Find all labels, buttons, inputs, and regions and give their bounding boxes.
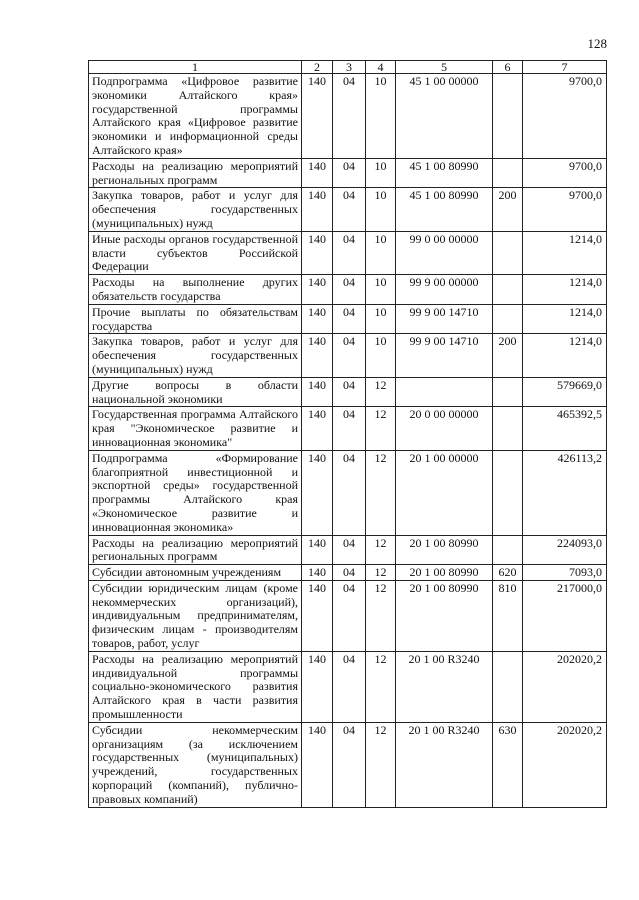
- row-code-6-cell: 200: [493, 188, 523, 231]
- row-code-2-cell: 140: [302, 407, 333, 450]
- row-name-cell: Расходы на реализацию мероприятий региональных программ: [89, 535, 302, 565]
- row-code-5-cell: 45 1 00 00000: [396, 74, 493, 159]
- row-code-2-cell: 140: [302, 651, 333, 722]
- row-code-3-cell: 04: [333, 231, 366, 274]
- row-code-3-cell: 04: [333, 651, 366, 722]
- col-header-1: 1: [89, 61, 302, 74]
- row-code-6-cell: [493, 450, 523, 535]
- row-code-3-cell: 04: [333, 535, 366, 565]
- table-row: [89, 188, 607, 231]
- table-row: [89, 377, 607, 407]
- col-header-3: 3: [333, 61, 366, 74]
- row-code-4-cell: 12: [366, 450, 396, 535]
- row-code-4-cell: 10: [366, 275, 396, 305]
- row-code-2-cell: 140: [302, 565, 333, 581]
- row-code-6-cell: [493, 275, 523, 305]
- row-code-4-cell: 10: [366, 188, 396, 231]
- row-name-cell: Субсидии некоммерческим организациям (за исключением государственных (муниципальных) учреждений, государственных корпораций (компаний), публично-правовых компаний): [89, 722, 302, 807]
- row-code-3-cell: 04: [333, 565, 366, 581]
- table-row: [89, 450, 607, 535]
- budget-table: [88, 60, 607, 808]
- row-name-cell: Расходы на реализацию мероприятий региональных программ: [89, 158, 302, 188]
- row-code-5-cell: 99 0 00 00000: [396, 231, 493, 274]
- row-code-6-cell: [493, 74, 523, 159]
- row-code-2-cell: 140: [302, 275, 333, 305]
- row-code-5-cell: 20 0 00 00000: [396, 407, 493, 450]
- row-code-2-cell: 140: [302, 580, 333, 651]
- header-row: [89, 61, 607, 74]
- row-code-4-cell: 12: [366, 407, 396, 450]
- table-row: [89, 580, 607, 651]
- row-amount-cell: 202020,2: [523, 651, 607, 722]
- row-code-4-cell: 12: [366, 651, 396, 722]
- row-code-5-cell: 99 9 00 14710: [396, 304, 493, 334]
- row-amount-cell: 579669,0: [523, 377, 607, 407]
- row-code-6-cell: [493, 158, 523, 188]
- row-code-3-cell: 04: [333, 304, 366, 334]
- row-code-3-cell: 04: [333, 377, 366, 407]
- row-name-cell: Закупка товаров, работ и услуг для обеспечения государственных (муниципальных) нужд: [89, 188, 302, 231]
- table-row: [89, 304, 607, 334]
- row-code-2-cell: 140: [302, 377, 333, 407]
- row-code-2-cell: 140: [302, 74, 333, 159]
- row-code-4-cell: 10: [366, 158, 396, 188]
- row-code-2-cell: 140: [302, 231, 333, 274]
- table-row: [89, 565, 607, 581]
- row-amount-cell: 7093,0: [523, 565, 607, 581]
- col-header-4: 4: [366, 61, 396, 74]
- row-code-6-cell: [493, 231, 523, 274]
- row-name-cell: Иные расходы органов государственной власти субъектов Российской Федерации: [89, 231, 302, 274]
- row-code-5-cell: 20 1 00 00000: [396, 450, 493, 535]
- table-row: [89, 275, 607, 305]
- row-amount-cell: 1214,0: [523, 275, 607, 305]
- row-code-2-cell: 140: [302, 722, 333, 807]
- row-amount-cell: 1214,0: [523, 231, 607, 274]
- row-code-4-cell: 12: [366, 565, 396, 581]
- row-name-cell: Прочие выплаты по обязательствам государства: [89, 304, 302, 334]
- col-header-7: 7: [523, 61, 607, 74]
- table-row: [89, 158, 607, 188]
- table-row: [89, 722, 607, 807]
- row-name-cell: Субсидии автономным учреждениям: [89, 565, 302, 581]
- row-code-5-cell: 99 9 00 00000: [396, 275, 493, 305]
- page-number: 128: [587, 36, 607, 51]
- row-code-6-cell: [493, 651, 523, 722]
- table-row: [89, 74, 607, 159]
- row-name-cell: Расходы на реализацию мероприятий индивидуальной программы социально-экономического развития Алтайского края в части развития промышленности: [89, 651, 302, 722]
- row-amount-cell: 9700,0: [523, 188, 607, 231]
- row-code-2-cell: 140: [302, 450, 333, 535]
- row-amount-cell: 9700,0: [523, 74, 607, 159]
- row-code-6-cell: 630: [493, 722, 523, 807]
- row-code-3-cell: 04: [333, 450, 366, 535]
- row-code-4-cell: 10: [366, 334, 396, 377]
- row-code-3-cell: 04: [333, 580, 366, 651]
- row-code-3-cell: 04: [333, 334, 366, 377]
- row-code-4-cell: 12: [366, 377, 396, 407]
- table-row: [89, 535, 607, 565]
- row-code-2-cell: 140: [302, 334, 333, 377]
- row-name-cell: Подпрограмма «Формирование благоприятной инвестиционной и экспортной среды» государственной программы Алтайского края «Экономическое развитие и инновационная экономика»: [89, 450, 302, 535]
- row-amount-cell: 1214,0: [523, 334, 607, 377]
- row-code-5-cell: 99 9 00 14710: [396, 334, 493, 377]
- table-row: [89, 334, 607, 377]
- table-body: [89, 74, 607, 808]
- row-code-5-cell: 20 1 00 80990: [396, 565, 493, 581]
- row-code-6-cell: [493, 535, 523, 565]
- row-name-cell: Государственная программа Алтайского края "Экономическое развитие и инновационная экономика": [89, 407, 302, 450]
- row-code-4-cell: 10: [366, 74, 396, 159]
- table-row: [89, 407, 607, 450]
- row-code-5-cell: [396, 377, 493, 407]
- row-code-4-cell: 10: [366, 304, 396, 334]
- row-code-5-cell: 20 1 00 R3240: [396, 722, 493, 807]
- row-code-3-cell: 04: [333, 407, 366, 450]
- col-header-5: 5: [396, 61, 493, 74]
- row-code-2-cell: 140: [302, 188, 333, 231]
- row-name-cell: Закупка товаров, работ и услуг для обеспечения государственных (муниципальных) нужд: [89, 334, 302, 377]
- row-name-cell: Расходы на выполнение других обязательств государства: [89, 275, 302, 305]
- row-code-3-cell: 04: [333, 275, 366, 305]
- row-code-3-cell: 04: [333, 74, 366, 159]
- row-amount-cell: 9700,0: [523, 158, 607, 188]
- row-code-2-cell: 140: [302, 158, 333, 188]
- row-code-5-cell: 45 1 00 80990: [396, 158, 493, 188]
- row-name-cell: Подпрограмма «Цифровое развитие экономики Алтайского края» государственной программы Алтайского края «Цифровое развитие экономики и информационной среды Алтайского края»: [89, 74, 302, 159]
- row-code-5-cell: 20 1 00 R3240: [396, 651, 493, 722]
- row-amount-cell: 224093,0: [523, 535, 607, 565]
- col-header-6: 6: [493, 61, 523, 74]
- row-code-6-cell: 200: [493, 334, 523, 377]
- row-code-4-cell: 12: [366, 535, 396, 565]
- table-row: [89, 651, 607, 722]
- row-code-6-cell: [493, 407, 523, 450]
- row-amount-cell: 465392,5: [523, 407, 607, 450]
- row-code-4-cell: 12: [366, 722, 396, 807]
- row-code-6-cell: [493, 377, 523, 407]
- col-header-2: 2: [302, 61, 333, 74]
- row-amount-cell: 426113,2: [523, 450, 607, 535]
- row-code-4-cell: 10: [366, 231, 396, 274]
- row-code-4-cell: 12: [366, 580, 396, 651]
- row-code-5-cell: 20 1 00 80990: [396, 580, 493, 651]
- row-code-6-cell: 810: [493, 580, 523, 651]
- row-code-5-cell: 45 1 00 80990: [396, 188, 493, 231]
- row-code-2-cell: 140: [302, 304, 333, 334]
- row-name-cell: Субсидии юридическим лицам (кроме некоммерческих организаций), индивидуальным предпринимателям, физическим лицам - производителям товаров, работ, услуг: [89, 580, 302, 651]
- row-amount-cell: 202020,2: [523, 722, 607, 807]
- row-code-6-cell: 620: [493, 565, 523, 581]
- row-code-3-cell: 04: [333, 722, 366, 807]
- row-code-5-cell: 20 1 00 80990: [396, 535, 493, 565]
- row-code-3-cell: 04: [333, 158, 366, 188]
- row-amount-cell: 217000,0: [523, 580, 607, 651]
- row-code-3-cell: 04: [333, 188, 366, 231]
- row-code-2-cell: 140: [302, 535, 333, 565]
- row-name-cell: Другие вопросы в области национальной экономики: [89, 377, 302, 407]
- table-row: [89, 231, 607, 274]
- row-amount-cell: 1214,0: [523, 304, 607, 334]
- row-code-6-cell: [493, 304, 523, 334]
